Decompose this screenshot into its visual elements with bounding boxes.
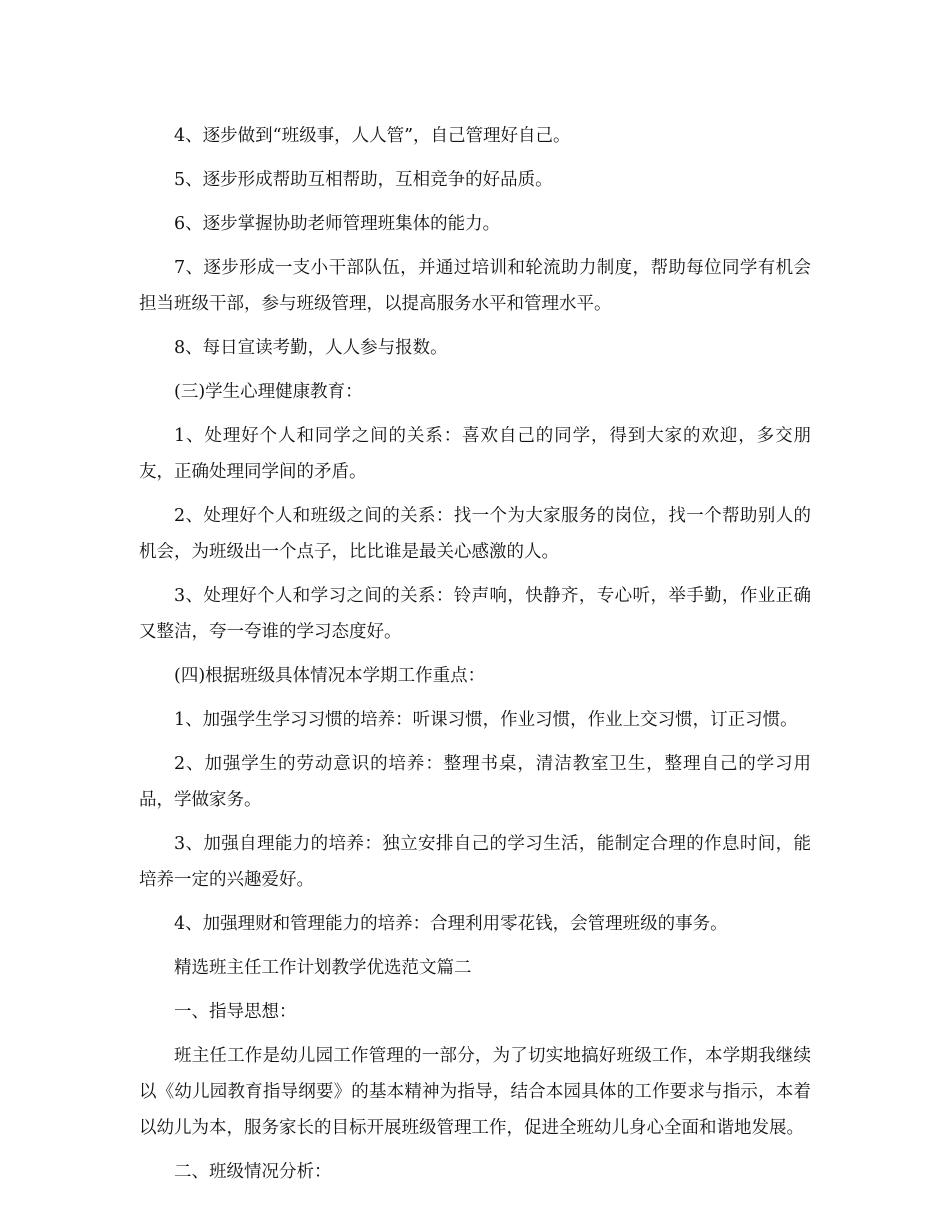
paragraph-labor-awareness: 2、加强学生的劳动意识的培养：整理书桌，清洁教室卫生，整理自己的学习用品，学做家务。 [139, 754, 811, 810]
paragraph-item-7: 7、逐步形成一支小干部队伍，并通过培训和轮流助力制度，帮助每位同学有机会担当班级干部，参与班级管理，以提高服务水平和管理水平。 [139, 258, 811, 314]
section-heading-mental-health: (三)学生心理健康教育： [174, 382, 363, 402]
document-body [139, 118, 811, 1198]
paragraph-self-care: 3、加强自理能力的培养：独立安排自己的学习生活，能制定合理的作息时间，能培养一定的兴趣爱好。 [139, 834, 811, 890]
section-heading-guiding-ideology: 一、指导思想： [174, 1002, 297, 1022]
paragraph-finance-management: 4、加强理财和管理能力的培养：合理利用零花钱，会管理班级的事务。 [174, 914, 728, 934]
section-heading-class-analysis: 二、班级情况分析： [174, 1162, 332, 1182]
paragraph-item-5: 5、逐步形成帮助互相帮助，互相竞争的好品质。 [174, 170, 553, 190]
paragraph-relationship-classmates: 1、处理好个人和同学之间的关系：喜欢自己的同学，得到大家的欢迎，多交朋友，正确处理同学间的矛盾。 [139, 426, 811, 482]
paragraph-relationship-study: 3、处理好个人和学习之间的关系：铃声响，快静齐，专心听，举手勤，作业正确又整洁，夸一夸谁的学习态度好。 [139, 586, 811, 642]
paragraph-study-habits: 1、加强学生学习习惯的培养：听课习惯，作业习惯，作业上交习惯，订正习惯。 [174, 710, 798, 730]
section-heading-focus: (四)根据班级具体情况本学期工作重点： [174, 666, 486, 686]
article-title-part-two: 精选班主任工作计划教学优选范文篇二 [174, 958, 472, 978]
paragraph-guiding-ideology: 班主任工作是幼儿园工作管理的一部分，为了切实地搞好班级工作，本学期我继续以《幼儿园教育指导纲要》的基本精神为指导，结合本园具体的工作要求与指示，本着以幼儿为本，服务家长的目标开展班级管理工作，促进全班幼儿身心全面和谐地发展。 [139, 1046, 811, 1138]
paragraph-relationship-class: 2、处理好个人和班级之间的关系：找一个为大家服务的岗位，找一个帮助别人的机会，为班级出一个点子，比比谁是最关心感激的人。 [139, 506, 811, 562]
paragraph-item-4: 4、逐步做到“班级事，人人管”，自己管理好自己。 [174, 126, 571, 146]
paragraph-item-8: 8、每日宣读考勤，人人参与报数。 [174, 338, 448, 358]
paragraph-item-6: 6、逐步掌握协助老师管理班集体的能力。 [174, 214, 501, 234]
